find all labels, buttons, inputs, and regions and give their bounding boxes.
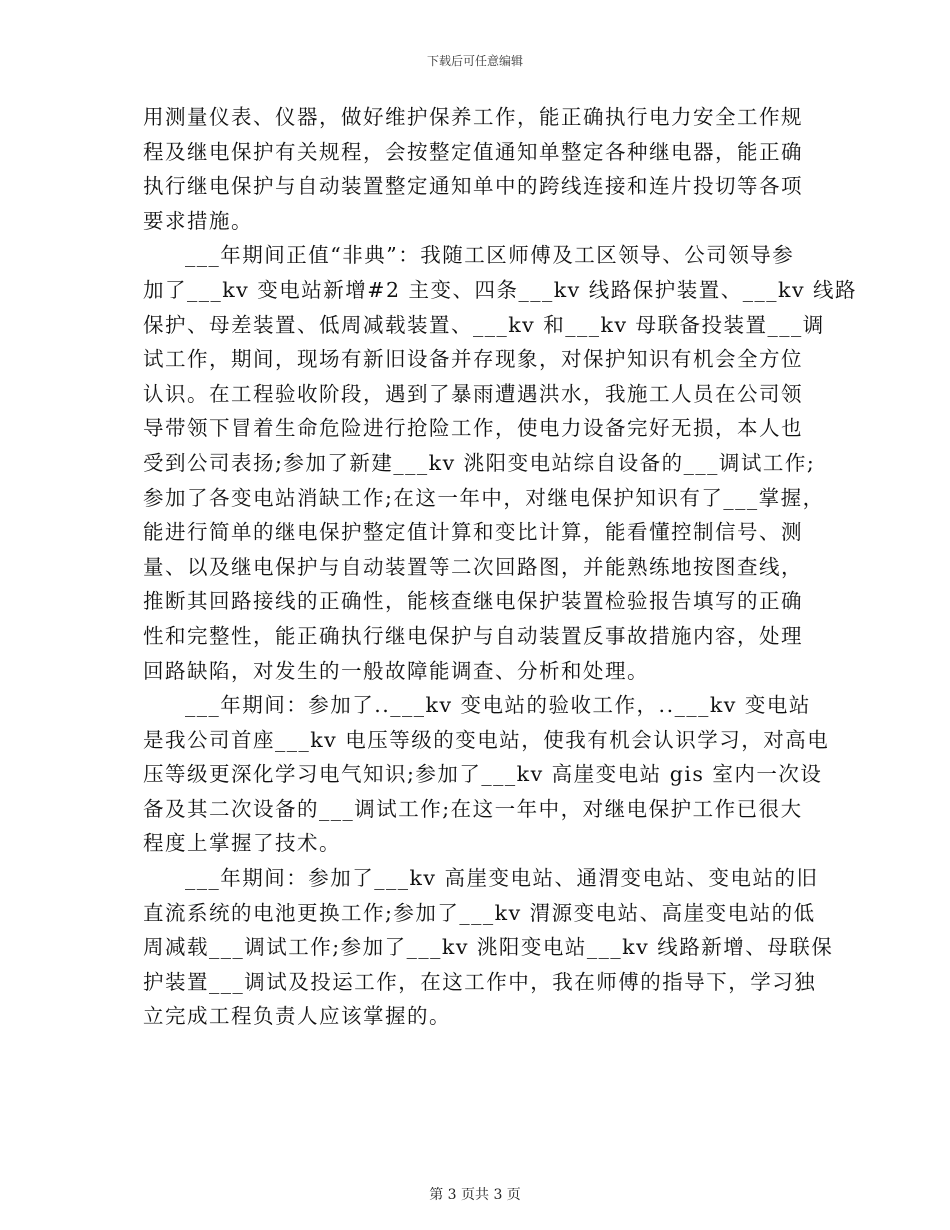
text-line: 认识。在工程验收阶段，遇到了暴雨遭遇洪水，我施工人员在公司领: [143, 381, 803, 406]
text-line: 量、以及继电保护与自动装置等二次回路图，并能熟练地按图查线，: [143, 554, 803, 579]
text-line: 导带领下冒着生命危险进行抢险工作，使电力设备完好无损，本人也: [143, 416, 803, 441]
document-body: [143, 100, 858, 1034]
text-line: 备及其二次设备的___调试工作;在这一年中，对继电保护工作已很大: [143, 796, 803, 821]
text-line: 周减载___调试工作;参加了___kv 洮阳变电站___kv 线路新增、母联保: [143, 935, 834, 960]
paragraph-3: [143, 688, 830, 861]
text-line: 程及继电保护有关规程，会按整定值通知单整定各种继电器，能正确: [143, 139, 803, 164]
text-line: 护装置___调试及投运工作，在这工作中，我在师傅的指导下，学习独: [143, 969, 817, 994]
text-line: ___年期间：参加了..___kv 变电站的验收工作，..___kv 变电站: [185, 693, 811, 718]
text-line: 程度上掌握了技术。: [143, 831, 341, 856]
text-line: 推断其回路接线的正确性，能核查继电保护装置检验报告填写的正确: [143, 589, 803, 614]
text-line: 保护、母差装置、低周减载装置、___kv 和___kv 母联备投装置___调: [143, 312, 825, 337]
paragraph-1: [143, 100, 803, 238]
text-line: 参加了各变电站消缺工作;在这一年中，对继电保护知识有了___掌握，: [143, 485, 825, 510]
text-line: 回路缺陷，对发生的一般故障能调查、分析和处理。: [143, 658, 649, 683]
paragraph-2: [143, 238, 858, 688]
text-line: 压等级更深化学习电气知识;参加了___kv 高崖变电站 gis 室内一次设: [143, 762, 823, 787]
text-line: ___年期间：参加了___kv 高崖变电站、通渭变电站、变电站的旧: [185, 866, 819, 891]
text-line: 能进行简单的继电保护整定值计算和变比计算，能看懂控制信号、测: [143, 520, 803, 545]
text-line: 直流系统的电池更换工作;参加了___kv 渭源变电站、高崖变电站的低: [143, 900, 816, 925]
text-line: 立完成工程负责人应该掌握的。: [143, 1004, 451, 1029]
paragraph-4: [143, 861, 834, 1034]
text-line: 性和完整性，能正确执行继电保护与自动装置反事故措施内容，处理: [143, 623, 803, 648]
text-line: 试工作，期间，现场有新旧设备并存现象，对保护知识有机会全方位: [143, 347, 803, 372]
text-line: 加了___kv 变电站新增#2 主变、四条___kv 线路保护装置、___kv 线路: [143, 277, 858, 302]
text-line: 要求措施。: [143, 208, 253, 233]
text-line: 是我公司首座___kv 电压等级的变电站，使我有机会认识学习，对高电: [143, 727, 830, 752]
text-line: 受到公司表扬;参加了新建___kv 洮阳变电站综自设备的___调试工作;: [143, 450, 816, 475]
page-header-note: 下载后可任意编辑: [426, 54, 523, 68]
text-line: ___年期间正值“非典”：我随工区师傅及工区领导、公司领导参: [185, 243, 795, 268]
text-line: 用测量仪表、仪器，做好维护保养工作，能正确执行电力安全工作规: [143, 105, 803, 129]
text-line: 执行继电保护与自动装置整定通知单中的跨线连接和连片投切等各项: [143, 174, 803, 199]
page-number: 第 3 页共 3 页: [429, 1187, 521, 1203]
